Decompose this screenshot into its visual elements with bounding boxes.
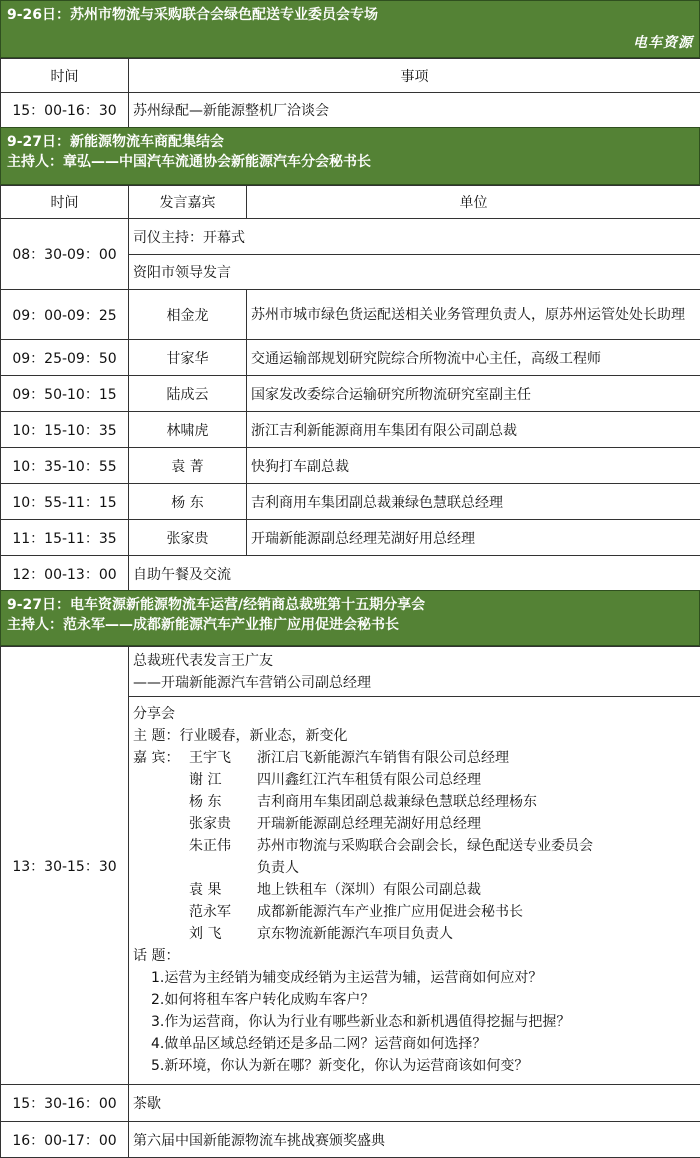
table-row	[1, 412, 700, 448]
item-cell: 茶歇	[129, 1085, 700, 1122]
guest-org: 京东物流新能源汽车项目负责人	[257, 926, 453, 942]
item-cell: 苏州绿配—新能源整机厂洽谈会	[129, 93, 700, 128]
table-row	[1, 93, 700, 128]
rep-line: ——开瑞新能源汽车营销公司副总经理	[133, 674, 371, 691]
speaker-cell: 张家贵	[129, 520, 247, 556]
topic-item: 1.运营为主经销为辅变成经销为主运营为辅，运营商如何应对？	[151, 970, 543, 986]
guest-org: 苏州市物流与采购联合会副会长，绿色配送专业委员会	[257, 838, 593, 854]
org-cell: 苏州市城市绿色货运配送相关业务管理负责人，原苏州运管处处长助理	[247, 290, 700, 340]
guest-name: 朱正伟	[189, 838, 231, 854]
guest-name: 袁 果	[189, 882, 222, 898]
time-cell: 11：15-11：35	[1, 520, 129, 556]
table-row	[1, 647, 700, 697]
table-row	[1, 448, 700, 484]
guest-line-continued	[133, 857, 696, 879]
table-row	[1, 484, 700, 520]
header-time: 时间	[1, 186, 129, 219]
header-org: 单位	[247, 186, 700, 219]
guest-line	[133, 901, 696, 923]
guest-name: 范永军	[189, 904, 231, 920]
header-time: 时间	[1, 59, 129, 93]
time-cell: 09：00-09：25	[1, 290, 129, 340]
speaker-cell: 袁 菁	[129, 448, 247, 484]
time-cell: 12：00-13：00	[1, 556, 129, 593]
guest-org: 四川鑫红江汽车租赁有限公司总经理	[257, 772, 481, 788]
table-row	[1, 340, 700, 376]
section2-host: 主持人：章弘——中国汽车流通协会新能源汽车分会秘书长	[7, 154, 371, 170]
guest-label: 嘉 宾：	[133, 750, 180, 766]
rep-cell	[129, 647, 700, 697]
guest-name: 刘 飞	[189, 926, 222, 942]
table-row	[1, 376, 700, 412]
table-row	[1, 219, 700, 255]
guest-line	[133, 923, 696, 945]
guest-line	[133, 769, 696, 791]
speaker-cell: 林啸虎	[129, 412, 247, 448]
time-cell: 08：30-09：00	[1, 219, 129, 290]
guest-line	[133, 747, 696, 769]
section2-title: 9-27日：新能源物流车商配集结会	[7, 134, 225, 150]
time-cell: 09：25-09：50	[1, 340, 129, 376]
rep-line: 总裁班代表发言王广友	[133, 652, 273, 669]
guest-name: 王宇飞	[189, 750, 231, 766]
table-row	[1, 290, 700, 340]
speaker-cell: 杨 东	[129, 484, 247, 520]
section1-banner	[0, 0, 700, 58]
time-cell: 16：00-17：00	[1, 1122, 129, 1158]
item-cell: 资阳市领导发言	[129, 255, 700, 290]
speaker-cell: 甘家华	[129, 340, 247, 376]
guest-name: 谢 江	[189, 772, 222, 788]
guest-name: 张家贵	[189, 816, 231, 832]
org-cell: 国家发改委综合运输研究所物流研究室副主任	[247, 376, 700, 412]
guest-line	[133, 835, 696, 857]
time-cell: 10：35-10：55	[1, 448, 129, 484]
section1-header-row	[1, 59, 700, 93]
time-cell: 10：15-10：35	[1, 412, 129, 448]
section3-banner	[0, 590, 700, 646]
time-cell: 13：30-15：30	[1, 647, 129, 1085]
guest-org: 成都新能源汽车产业推广应用促进会秘书长	[257, 904, 523, 920]
topic-label: 话 题：	[133, 948, 180, 964]
org-cell: 吉利商用车集团副总裁兼绿色慧联总经理	[247, 484, 700, 520]
speaker-cell: 陆成云	[129, 376, 247, 412]
section1-table	[0, 58, 700, 128]
header-item: 事项	[129, 59, 700, 93]
theme-line	[133, 725, 696, 747]
guest-org: 开瑞新能源副总经理芜湖好用总经理	[257, 816, 481, 832]
guest-org: 负责人	[257, 860, 299, 876]
item-cell: 自助午餐及交流	[129, 556, 700, 593]
guest-line	[133, 879, 696, 901]
section2-table	[0, 185, 700, 593]
share-cell	[129, 697, 700, 1085]
org-cell: 快狗打车副总裁	[247, 448, 700, 484]
speaker-cell: 相金龙	[129, 290, 247, 340]
org-cell: 交通运输部规划研究院综合所物流中心主任，高级工程师	[247, 340, 700, 376]
section3-host: 主持人：范永军——成都新能源汽车产业推广应用促进会秘书长	[7, 617, 399, 633]
time-cell: 09：50-10：15	[1, 376, 129, 412]
section3-title: 9-27日：电车资源新能源物流车运营/经销商总裁班第十五期分享会	[7, 597, 426, 613]
topic-item: 2.如何将租车客户转化成购车客户？	[151, 992, 375, 1008]
theme-label: 主 题：	[133, 728, 180, 744]
table-row	[1, 1122, 700, 1158]
theme-text: 行业暖春，新业态，新变化	[179, 728, 348, 744]
section2-banner	[0, 127, 700, 185]
section1-title: 9-26日：苏州市物流与采购联合会绿色配送专业委员会专场	[7, 7, 379, 23]
guest-org: 浙江启飞新能源汽车销售有限公司总经理	[257, 750, 509, 766]
topic-item: 5.新环境，你认为新在哪？新变化，你认为运营商该如何变？	[151, 1058, 529, 1074]
topic-item: 3.作为运营商，你认为行业有哪些新业态和新机遇值得挖掘与把握？	[151, 1014, 571, 1030]
time-cell: 15：00-16：30	[1, 93, 129, 128]
item-cell: 司仪主持：开幕式	[129, 219, 700, 255]
time-cell: 10：55-11：15	[1, 484, 129, 520]
table-row	[1, 556, 700, 593]
item-cell: 第六届中国新能源物流车挑战赛颁奖盛典	[129, 1122, 700, 1158]
org-cell: 开瑞新能源副总经理芜湖好用总经理	[247, 520, 700, 556]
section3-table	[0, 646, 700, 1158]
topic-item: 4.做单品区域总经销还是多品二网？运营商如何选择？	[151, 1036, 487, 1052]
share-title: 分享会	[133, 706, 175, 722]
table-row	[1, 520, 700, 556]
guest-line	[133, 791, 696, 813]
section2-header-row	[1, 186, 700, 219]
guest-name: 杨 东	[189, 794, 222, 810]
time-cell: 15：30-16：00	[1, 1085, 129, 1122]
header-speaker: 发言嘉宾	[129, 186, 247, 219]
guest-line	[133, 813, 696, 835]
table-row	[1, 1085, 700, 1122]
guest-org: 吉利商用车集团副总裁兼绿色慧联总经理杨东	[257, 794, 537, 810]
watermark-logo: 电车资源	[633, 35, 693, 51]
org-cell: 浙江吉利新能源商用车集团有限公司副总裁	[247, 412, 700, 448]
guest-org: 地上铁租车（深圳）有限公司副总裁	[257, 882, 481, 898]
